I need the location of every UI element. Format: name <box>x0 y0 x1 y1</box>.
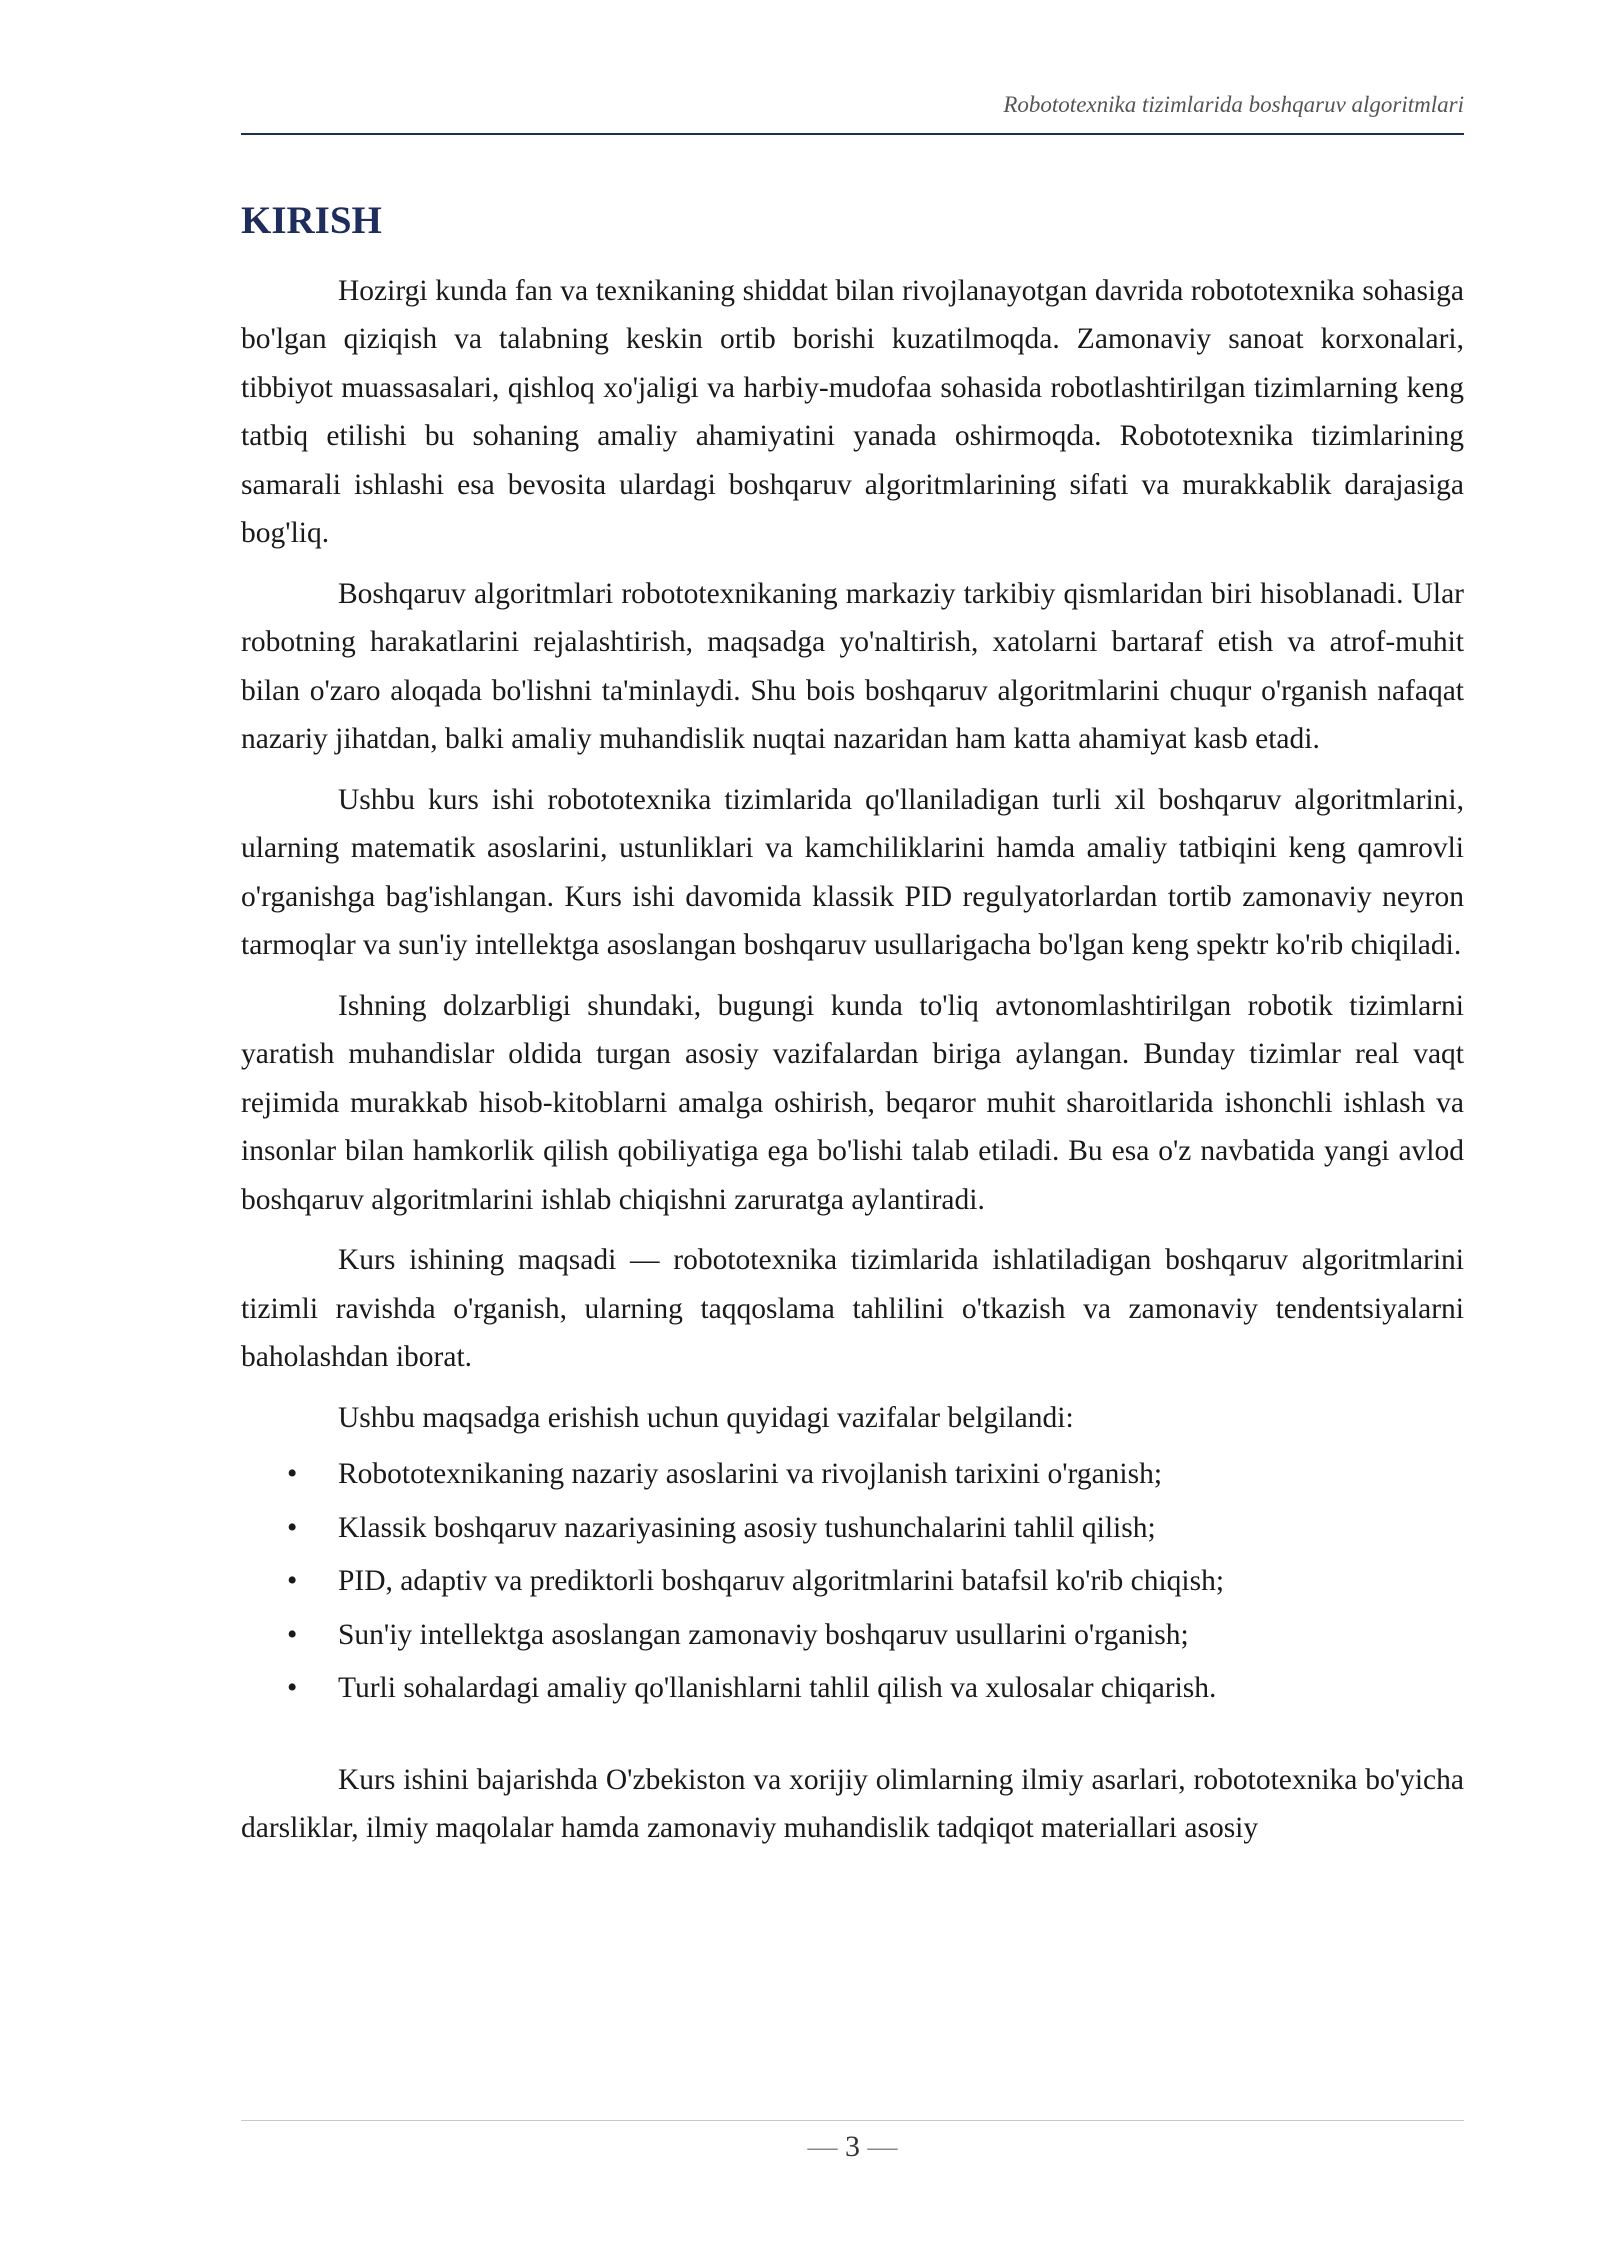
bullet-icon: • <box>287 1458 298 1491</box>
running-header: Robototexnika tizimlarida boshqaruv algoritmlari <box>1003 92 1464 117</box>
list-item <box>241 1609 1464 1663</box>
task-list <box>241 1448 1464 1716</box>
page-number-dash-left: — <box>807 2130 838 2163</box>
paragraph-1: Hozirgi kunda fan va texnikaning shiddat bilan rivojlanayotgan davrida robototexnika sohasiga bo'lgan qiziqish va talabning keskin ortib borishi kuzatilmoqda. Zamonaviy sanoat korxonalari, tibbiyot muassasalari, qishloq xo'jaligi va harbiy-mudofaa sohasida robotlashtirilgan tizimlarning keng tatbiq etilishi bu sohaning amaliy ahamiyatini yanada oshirmoqda. Robototexnika tizimlarining samarali ishlashi esa bevosita ulardagi boshqaruv algoritmlarining sifati va murakkablik darajasiga bog'liq. <box>241 274 1464 550</box>
bullet-icon: • <box>287 1672 298 1705</box>
bullet-icon: • <box>287 1511 298 1544</box>
page-number-dash-right: — <box>867 2130 898 2163</box>
page-number <box>241 2130 1464 2164</box>
bullet-icon: • <box>287 1618 298 1651</box>
bullet-icon: • <box>287 1565 298 1598</box>
list-item <box>241 1448 1464 1502</box>
list-item-text: Klassik boshqaruv nazariyasining asosiy tushunchalarini tahlil qilish; <box>338 1511 1156 1544</box>
list-item <box>241 1662 1464 1716</box>
list-item-text: Turli sohalardagi amaliy qo'llanishlarni tahlil qilish va xulosalar chiqarish. <box>338 1672 1217 1705</box>
header-rule <box>241 133 1464 135</box>
footer-rule <box>241 2120 1464 2121</box>
paragraph-5: Kurs ishining maqsadi — robototexnika tizimlarida ishlatiladigan boshqaruv algoritmlarini tizimli ravishda o'rganish, ularning taqqoslama tahlilini o'tkazish va zamonaviy tendentsiyalarni baholashdan iborat. <box>241 1244 1464 1374</box>
list-item-text: PID, adaptiv va prediktorli boshqaruv algoritmlarini batafsil ko'rib chiqish; <box>338 1565 1225 1598</box>
paragraph-2: Boshqaruv algoritmlari robototexnikaning markaziy tarkibiy qismlaridan biri hisoblanadi. Ular robotning harakatlarini rejalashtirish, maqsadga yo'naltirish, xatolarni bartaraf etish va atrof-muhit bilan o'zaro aloqada bo'lishni ta'minlaydi. Shu bois boshqaruv algoritmlarini chuqur o'rganish nafaqat nazariy jihatdan, balki amaliy muhandislik nuqtai nazaridan ham katta ahamiyat kasb etadi. <box>241 577 1464 756</box>
list-item <box>241 1502 1464 1556</box>
closing-paragraph: Kurs ishini bajarishda O'zbekiston va xorijiy olimlarning ilmiy asarlari, robototexnika bo'yicha darsliklar, ilmiy maqolalar hamda zamonaviy muhandislik tadqiqot materiallari asosiy <box>241 1763 1464 1845</box>
tasks-lead: Ushbu maqsadga erishish uchun quyidagi vazifalar belgilandi: <box>338 1401 1074 1434</box>
paragraph-4: Ishning dolzarbligi shundaki, bugungi kunda to'liq avtonomlashtirilgan robotik tizimlarni yaratish muhandislar oldida turgan asosiy vazifalardan biriga aylangan. Bunday tizimlar real vaqt rejimida murakkab hisob-kitoblarni amalga oshirish, beqaror muhit sharoitlarida ishonchli ishlash va insonlar bilan hamkorlik qilish qobiliyatiga ega bo'lishi talab etiladi. Bu esa o'z navbatida yangi avlod boshqaruv algoritmlarini ishlab chiqishni zaruratga aylantiradi. <box>241 989 1464 1216</box>
list-item-text: Sun'iy intellektga asoslangan zamonaviy boshqaruv usullarini o'rganish; <box>338 1618 1189 1651</box>
paragraph-3: Ushbu kurs ishi robototexnika tizimlarida qo'llaniladigan turli xil boshqaruv algoritmlarini, ularning matematik asoslarini, ustunliklari va kamchiliklarini hamda amaliy tatbiqini keng qamrovli o'rganishga bag'ishlangan. Kurs ishi davomida klassik PID regulyatorlardan tortib zamonaviy neyron tarmoqlar va sun'iy intellektga asoslangan boshqaruv usullarigacha bo'lgan keng spektr ko'rib chiqiladi. <box>241 783 1464 962</box>
section-title: KIRISH <box>241 199 382 242</box>
list-item-text: Robototexnikaning nazariy asoslarini va rivojlanish tarixini o'rganish; <box>338 1458 1163 1491</box>
page-content <box>241 190 1464 1865</box>
page-number-value: 3 <box>845 2130 860 2163</box>
list-item <box>241 1555 1464 1609</box>
